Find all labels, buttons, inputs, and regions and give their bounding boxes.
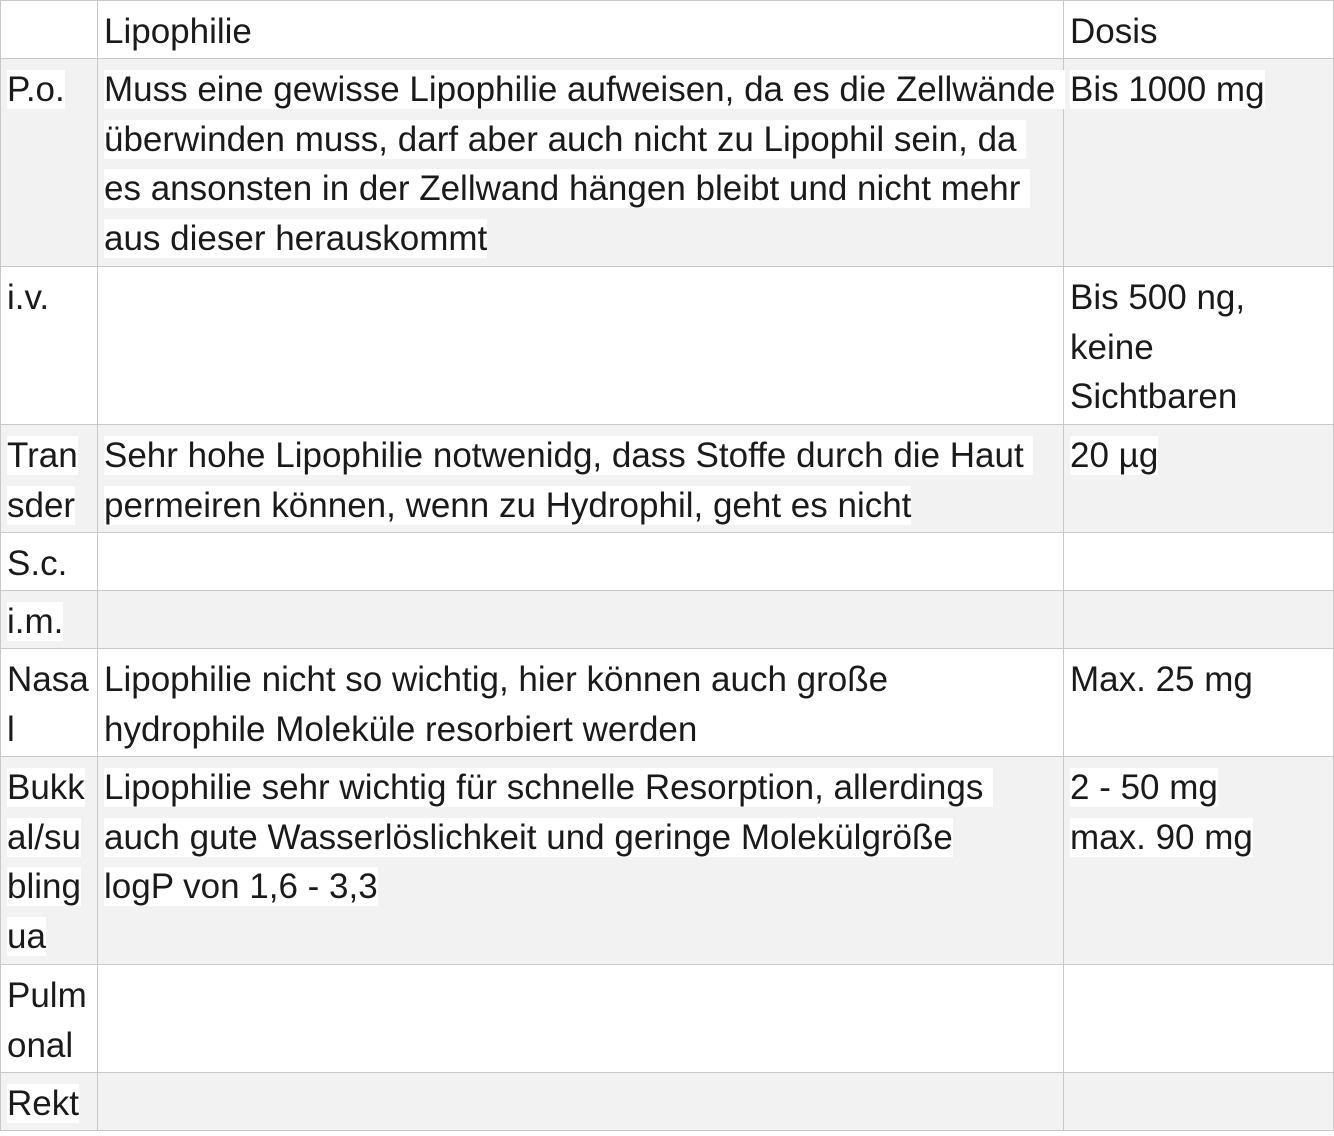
table-row <box>1 267 1334 425</box>
dosis-text: Max. 25 mg <box>1070 660 1253 699</box>
table-row <box>1 649 1334 757</box>
dosis-cell <box>1064 757 1334 965</box>
dosis-text: Bis 1000 mg <box>1070 70 1265 109</box>
route-label: Pulmonal <box>7 976 87 1065</box>
route-label: i.m. <box>7 602 64 641</box>
header-cell-dosis: Dosis <box>1064 1 1334 59</box>
table-row <box>1 757 1334 965</box>
route-label: Nasal <box>7 660 89 749</box>
lipophilie-cell <box>98 591 1064 649</box>
route-cell <box>1 267 98 425</box>
lipophilie-cell <box>98 965 1064 1073</box>
dosis-cell <box>1064 425 1334 533</box>
route-cell <box>1 757 98 965</box>
lipophilie-cell <box>98 533 1064 591</box>
dosis-text: 20 µg <box>1070 436 1159 475</box>
table-row <box>1 591 1334 649</box>
table-row <box>1 1073 1334 1131</box>
dosis-cell <box>1064 533 1334 591</box>
table-row <box>1 965 1334 1073</box>
header-cell-route <box>1 1 98 59</box>
route-label: Transder <box>7 436 78 525</box>
route-cell <box>1 533 98 591</box>
route-cell <box>1 649 98 757</box>
route-cell <box>1 965 98 1073</box>
route-cell <box>1 59 98 267</box>
route-label: i.v. <box>7 278 50 317</box>
lipophilie-text: Sehr hohe Lipophilie notwenidg, dass Stoffe durch die Haut permeiren können, wenn zu Hydrophil, geht es nicht <box>104 436 1034 525</box>
header-row <box>1 1 1334 59</box>
dosis-cell <box>1064 591 1334 649</box>
route-label: Rekt <box>7 1084 79 1123</box>
dosis-text: Bis 500 ng, keine Sichtbaren <box>1070 278 1255 416</box>
route-label: S.c. <box>7 544 68 583</box>
dosis-cell <box>1064 649 1334 757</box>
dosis-cell <box>1064 1073 1334 1131</box>
lipophilie-cell <box>98 425 1064 533</box>
route-label: P.o. <box>7 70 65 109</box>
lipophilie-text: Lipophilie sehr wichtig für schnelle Resorption, allerdings auch gute Wasserlöslichkeit und geringe Molekülgröße logP von 1,6 - 3,3 <box>104 768 993 906</box>
lipophilie-cell <box>98 59 1064 267</box>
dosis-cell <box>1064 59 1334 267</box>
lipophilie-text: Muss eine gewisse Lipophilie aufweisen, da es die Zellwände überwinden muss, darf aber auch nicht zu Lipophil sein, da es ansonsten in der Zellwand hängen bleibt und nicht mehr aus dieser herauskommt <box>104 70 1066 258</box>
lipophilie-text: Lipophilie nicht so wichtig, hier können auch große hydrophile Moleküle resorbiert werden <box>104 660 898 749</box>
lipophilie-cell <box>98 1073 1064 1131</box>
lipophilie-cell <box>98 757 1064 965</box>
lipophilie-cell <box>98 649 1064 757</box>
lipophilie-cell <box>98 267 1064 425</box>
dosis-cell <box>1064 965 1334 1073</box>
dosis-cell <box>1064 267 1334 425</box>
header-cell-lipophilie: Lipophilie <box>98 1 1064 59</box>
table-row <box>1 59 1334 267</box>
table-row <box>1 533 1334 591</box>
dosis-text: 2 - 50 mg max. 90 mg <box>1070 768 1253 857</box>
route-cell <box>1 425 98 533</box>
route-label: Bukkal/sublingua <box>7 768 85 956</box>
route-cell <box>1 1073 98 1131</box>
route-cell <box>1 591 98 649</box>
table-row <box>1 425 1334 533</box>
